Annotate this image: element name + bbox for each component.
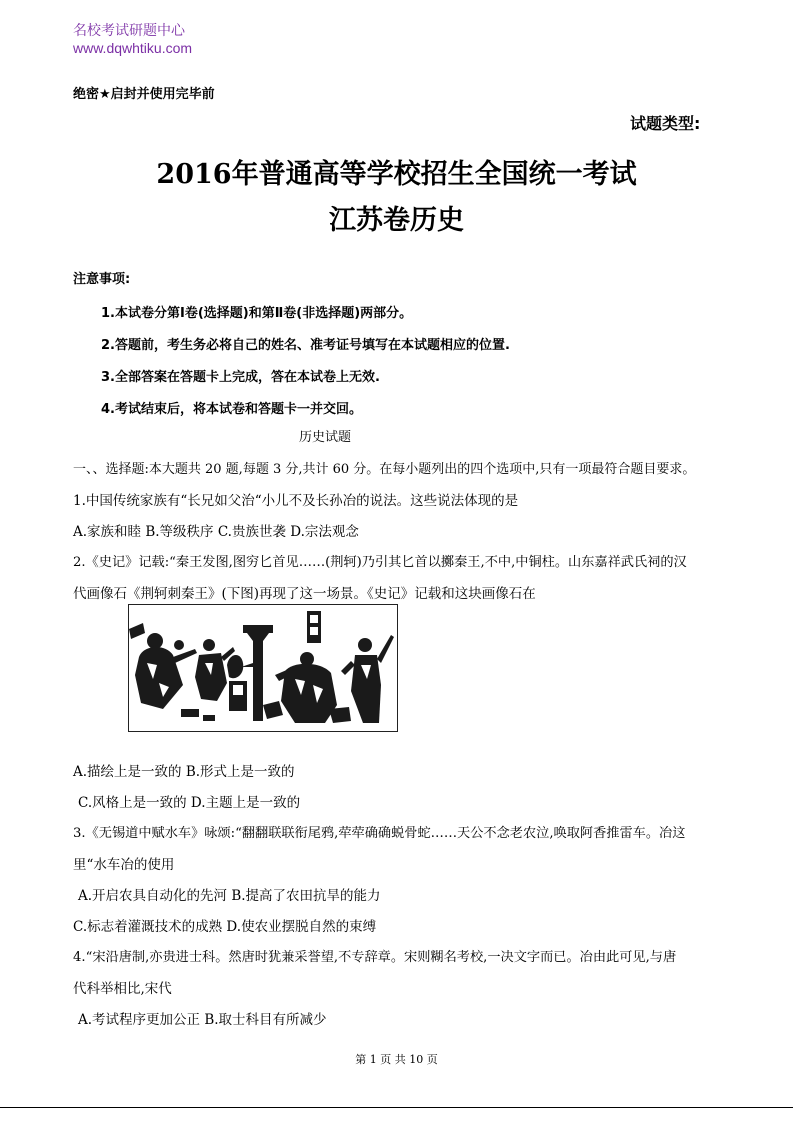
notice-item: 3.全部答案在答题卡上完成，答在本试卷上无效.	[101, 370, 380, 385]
footer-divider	[0, 1107, 793, 1108]
q2-stem-line2: 代画像石《荆轲刺秦王》(下图)再现了这一场景。《史记》记载和这块画像石在	[73, 586, 536, 602]
question-type-label: 试题类型:	[630, 114, 701, 133]
watermark-url[interactable]: www.dqwhtiku.com	[73, 40, 193, 56]
q3-options-line1: A.开启农具自动化的先河 B.提高了农田抗旱的能力	[78, 888, 381, 904]
q3-stem-line2: 里“水车冶的使用	[73, 857, 175, 873]
notice-item: 4.考试结束后，将本试卷和答题卡一并交回。	[101, 402, 362, 417]
q4-stem-line2: 代科举相比,宋代	[73, 981, 172, 997]
secret-note: 绝密★启封并使用完毕前	[73, 87, 215, 102]
q2-options-line2: C.风格上是一致的 D.主题上是一致的	[78, 795, 301, 811]
q2-options-line1: A.描绘上是一致的 B.形式上是一致的	[73, 764, 295, 780]
q1-options: A.家族和睦 B.等级秩序 C.贵族世袭 D.宗法观念	[73, 524, 359, 540]
q1-stem: 1.中国传统家族有“长兄如父治“小儿不及长孙冶的说法。这些说法体现的是	[73, 493, 519, 509]
q2-stem-line1: 2.《史记》记载:“秦王发图,图穷匕首见……(荆轲)乃引其匕首以擲秦王,不中,中铜柱。山东嘉祥武氏祠的汉	[73, 555, 687, 570]
notice-heading: 注意事项:	[73, 272, 131, 287]
q4-options-line1: A.考试程序更加公正 B.取士科目有所减少	[78, 1012, 327, 1028]
q4-stem-line1: 4.“宋沿唐制,亦贵进士科。然唐时犹兼采誉望,不专辞章。宋则糊名考校,一决文字而已。冶由此可见,与唐	[73, 950, 677, 965]
exam-subtitle: 江苏卷历史	[329, 205, 464, 236]
notice-item: 1.本试卷分第Ⅰ卷(选择题)和第Ⅱ卷(非选择题)两部分。	[101, 306, 413, 321]
exam-title: 2016年普通高等学校招生全国统一考试	[156, 159, 637, 190]
watermark-name: 名校考试研题中心	[73, 23, 185, 39]
q3-options-line2: C.标志着灌溉技术的成熟 D.使农业摆脱自然的束缚	[73, 919, 377, 935]
stone-rubbing-image	[128, 604, 398, 732]
page-number: 第 1 页 共 10 页	[355, 1053, 438, 1066]
section-instruction: 一、、选择题:本大题共 20 题,每题 3 分,共计 60 分。在每小题列出的四个选项中,只有一项最符合题目要求。	[73, 462, 696, 477]
q3-stem-line1: 3.《无锡道中赋水车》咏颂:“翻翻联联衔尾鸦,荦荦确确蜕骨蛇……天公不念老农泣,唤取阿香推雷车。冶这	[73, 826, 686, 841]
section-title: 历史试题	[298, 430, 351, 445]
notice-item: 2.答题前，考生务必将自己的姓名、准考证号填写在本试题相应的位置.	[101, 338, 510, 353]
